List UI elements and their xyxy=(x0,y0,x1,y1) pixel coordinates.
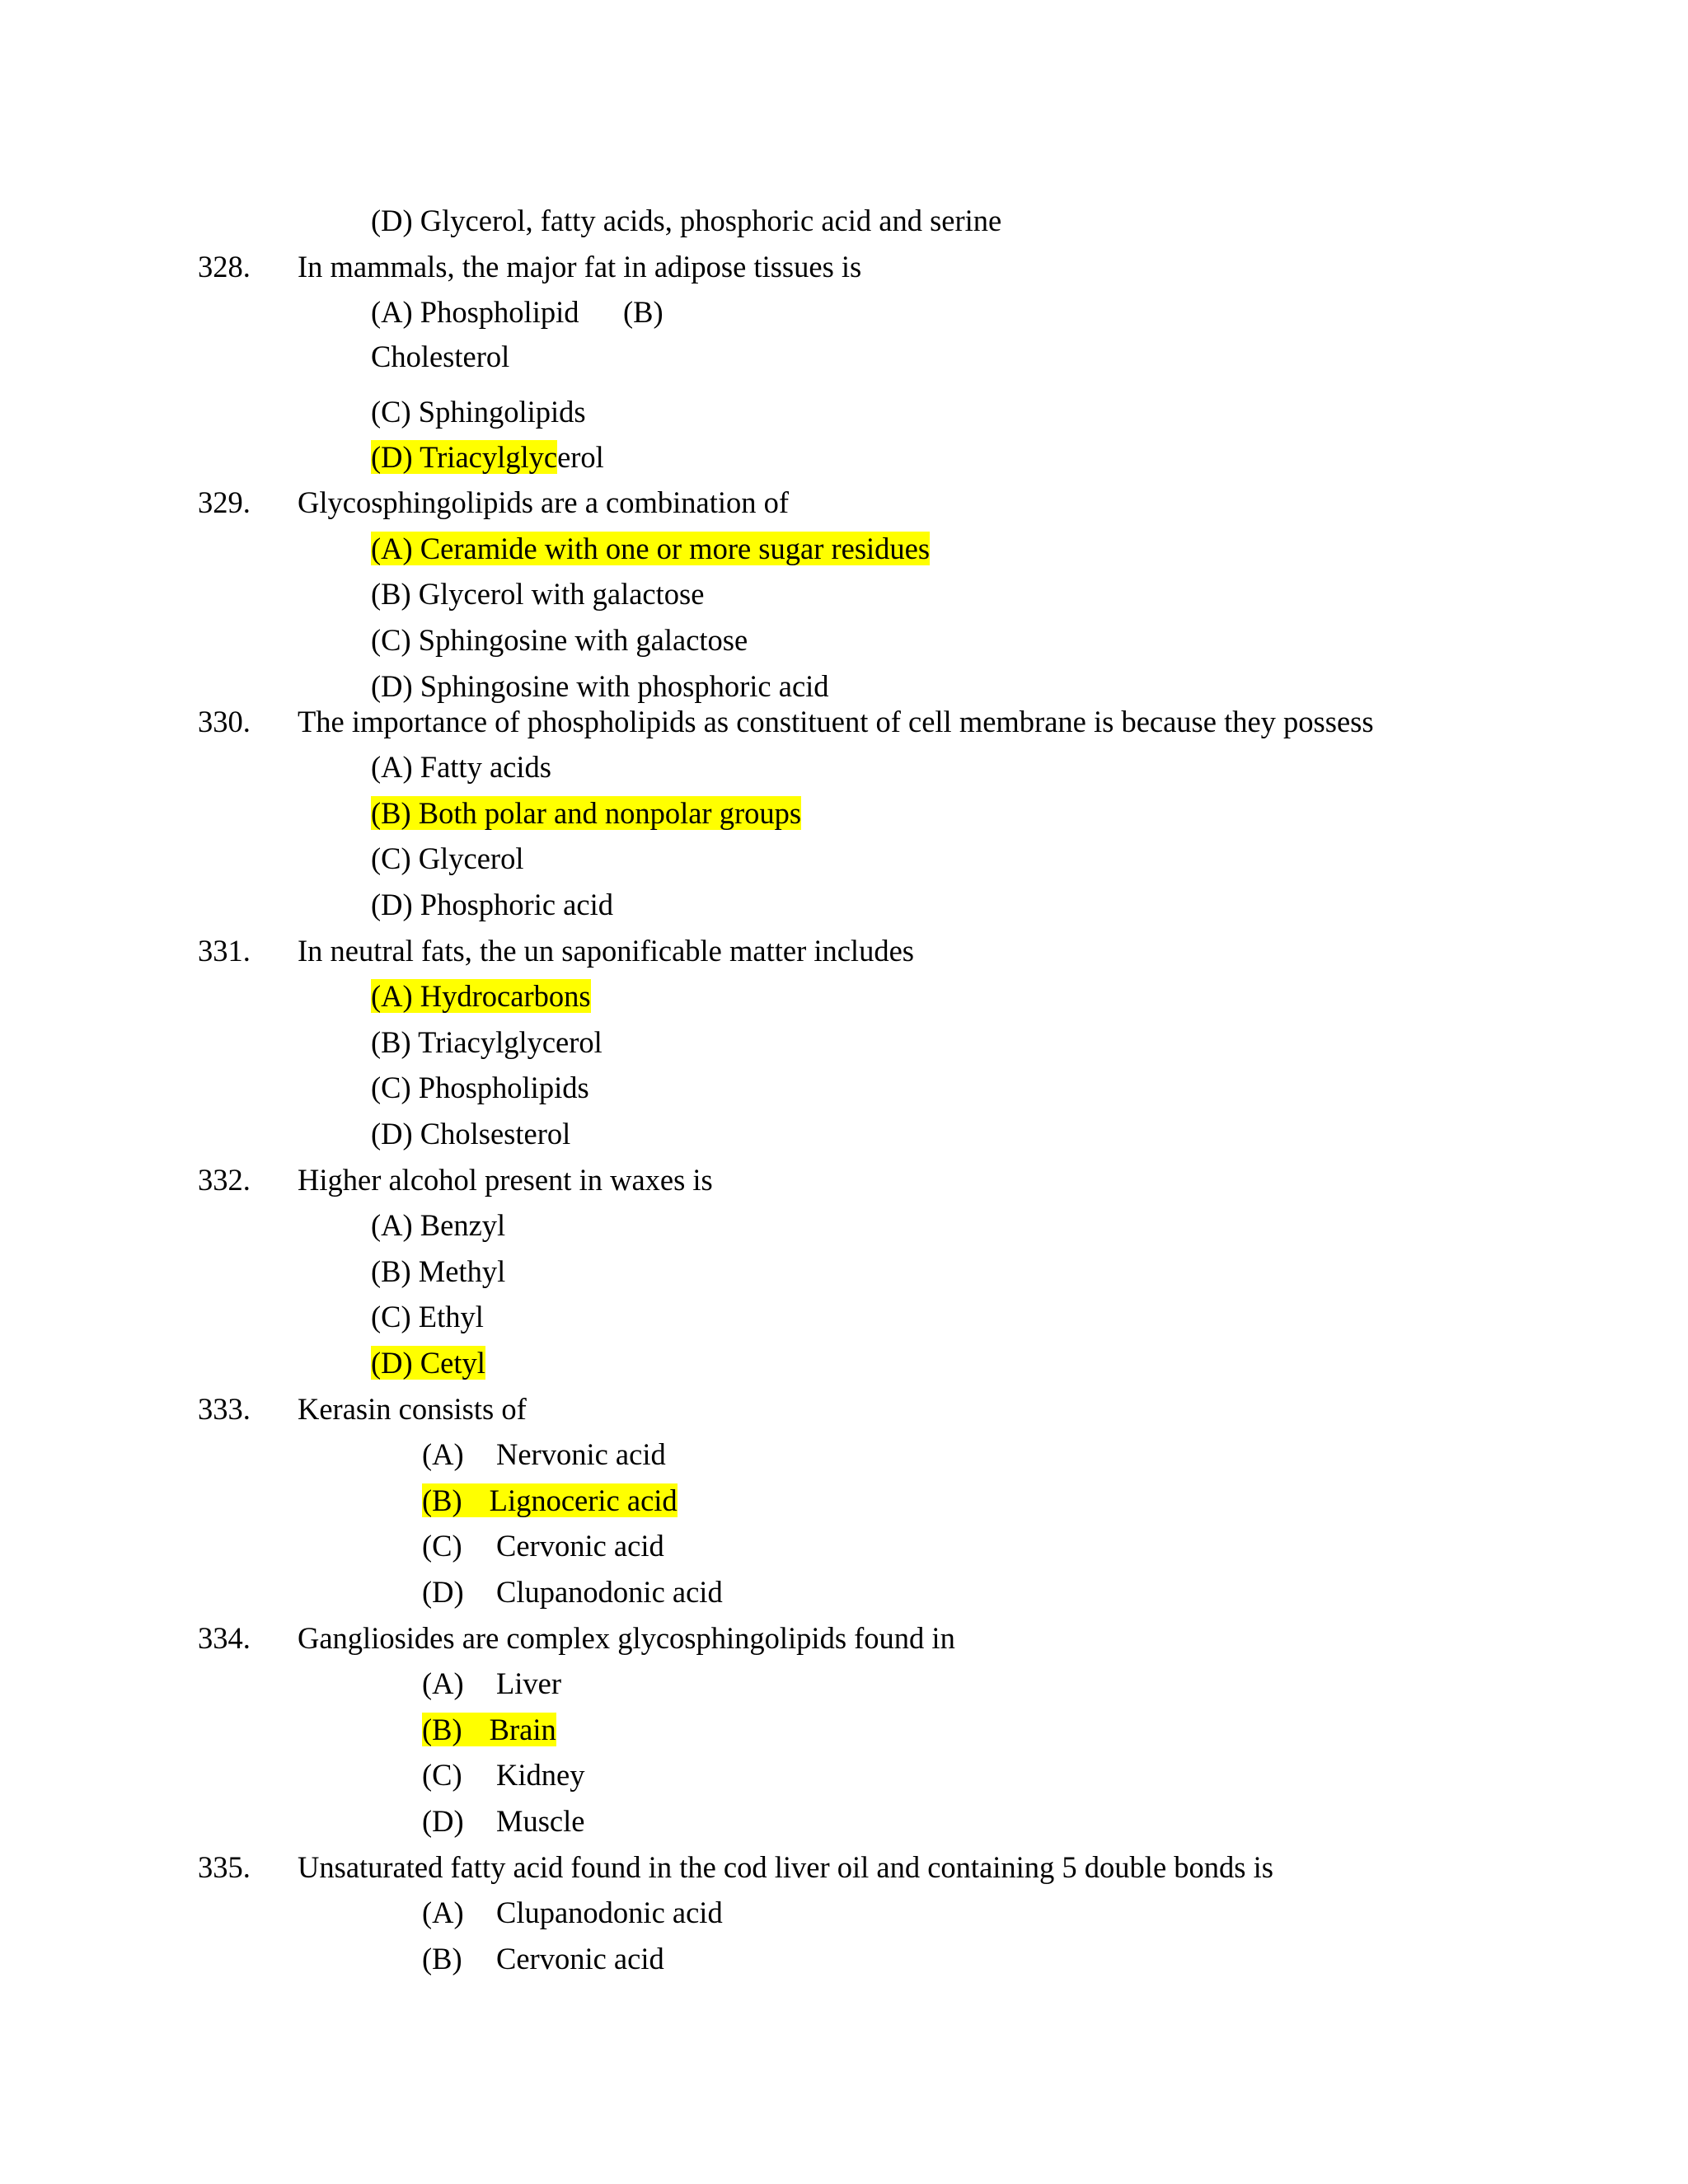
option-c-label: (C) xyxy=(422,1758,462,1792)
option-b xyxy=(371,796,802,830)
option-c: (C) Sphingolipids xyxy=(371,395,586,429)
option-b xyxy=(422,1715,556,1746)
option-b-text: Cholesterol xyxy=(371,340,510,373)
answer-highlight: (A) Ceramide with one or more sugar residues xyxy=(371,532,931,565)
answer-highlight: (D) Triacylglyc xyxy=(371,440,558,474)
option-a: (A) Fatty acids xyxy=(371,750,551,784)
option-c: (C) Glycerol xyxy=(371,841,524,875)
question-text: Gangliosides are complex glycosphingolipids found in xyxy=(298,1621,955,1655)
option-d xyxy=(371,440,604,474)
option-d: (D) Cholsesterol xyxy=(371,1117,571,1151)
option-c: (C) Ethyl xyxy=(371,1300,484,1333)
option-a-label: (A) xyxy=(422,1896,464,1929)
option-c-label: (C) xyxy=(422,1529,462,1563)
option-a-label: (A) xyxy=(422,1666,464,1700)
prev-option-d: (D) Glycerol, fatty acids, phosphoric acid and serine xyxy=(371,204,1002,237)
option-c: (C) Sphingosine with galactose xyxy=(371,623,748,657)
answer-highlight xyxy=(422,1483,678,1517)
option-b-label: (B) xyxy=(422,1942,462,1975)
question-text: Higher alcohol present in waxes is xyxy=(298,1163,713,1197)
option-b-label: (B) xyxy=(422,1483,462,1517)
question-text: Glycosphingolipids are a combination of xyxy=(298,485,790,519)
option-a-text: Nervonic acid xyxy=(496,1437,666,1471)
question-text: Unsaturated fatty acid found in the cod liver oil and containing 5 double bonds is xyxy=(298,1850,1273,1884)
answer-highlight: (B) Both polar and nonpolar groups xyxy=(371,796,802,830)
option-b xyxy=(422,1483,678,1517)
option-c-text: Kidney xyxy=(496,1758,585,1792)
question-number: 333. xyxy=(198,1392,251,1426)
option-a-text: Liver xyxy=(496,1666,562,1700)
option-b-text: Lignoceric acid xyxy=(489,1483,678,1517)
option-c-text: Cervonic acid xyxy=(496,1529,664,1563)
question-text: Kerasin consists of xyxy=(298,1392,527,1426)
question-number: 334. xyxy=(198,1621,251,1655)
question-number: 335. xyxy=(198,1850,251,1884)
question-number: 328. xyxy=(198,250,251,284)
option-d-text: Clupanodonic acid xyxy=(496,1575,723,1609)
option-d-rest: erol xyxy=(557,440,604,474)
option-b: (B) Methyl xyxy=(371,1254,506,1288)
option-d: (D) Phosphoric acid xyxy=(371,888,613,921)
question-number: 330. xyxy=(198,705,251,738)
option-d xyxy=(371,1348,485,1379)
question-text: The importance of phospholipids as constituent of cell membrane is because they possess xyxy=(298,705,1374,738)
option-d-text: Muscle xyxy=(496,1804,585,1838)
question-number: 332. xyxy=(198,1163,251,1197)
option-b-label: (B) xyxy=(422,1713,462,1746)
option-b: (B) Triacylglycerol xyxy=(371,1025,603,1059)
option-a xyxy=(371,534,930,565)
answer-highlight: (A) Hydrocarbons xyxy=(371,979,591,1013)
option-a-text: Clupanodonic acid xyxy=(496,1896,723,1929)
answer-highlight xyxy=(422,1713,556,1746)
option-b: (B) Glycerol with galactose xyxy=(371,577,705,611)
question-text: In mammals, the major fat in adipose tissues is xyxy=(298,250,862,284)
answer-highlight: (D) Cetyl xyxy=(371,1346,485,1380)
option-d-label: (D) xyxy=(422,1804,464,1838)
option-a xyxy=(371,979,591,1013)
option-a: (A) Benzyl xyxy=(371,1208,506,1242)
option-a: (A) Phospholipid xyxy=(371,295,579,329)
option-b-text: Brain xyxy=(489,1713,556,1746)
question-number: 329. xyxy=(198,485,251,519)
option-d-label: (D) xyxy=(422,1575,464,1609)
question-number: 331. xyxy=(198,934,251,968)
option-a-label: (A) xyxy=(422,1437,464,1471)
option-b-text: Cervonic acid xyxy=(496,1942,664,1975)
option-c: (C) Phospholipids xyxy=(371,1071,589,1104)
question-text: In neutral fats, the un saponificable matter includes xyxy=(298,934,914,968)
option-b-label: (B) xyxy=(623,295,663,329)
option-d: (D) Sphingosine with phosphoric acid xyxy=(371,669,829,703)
